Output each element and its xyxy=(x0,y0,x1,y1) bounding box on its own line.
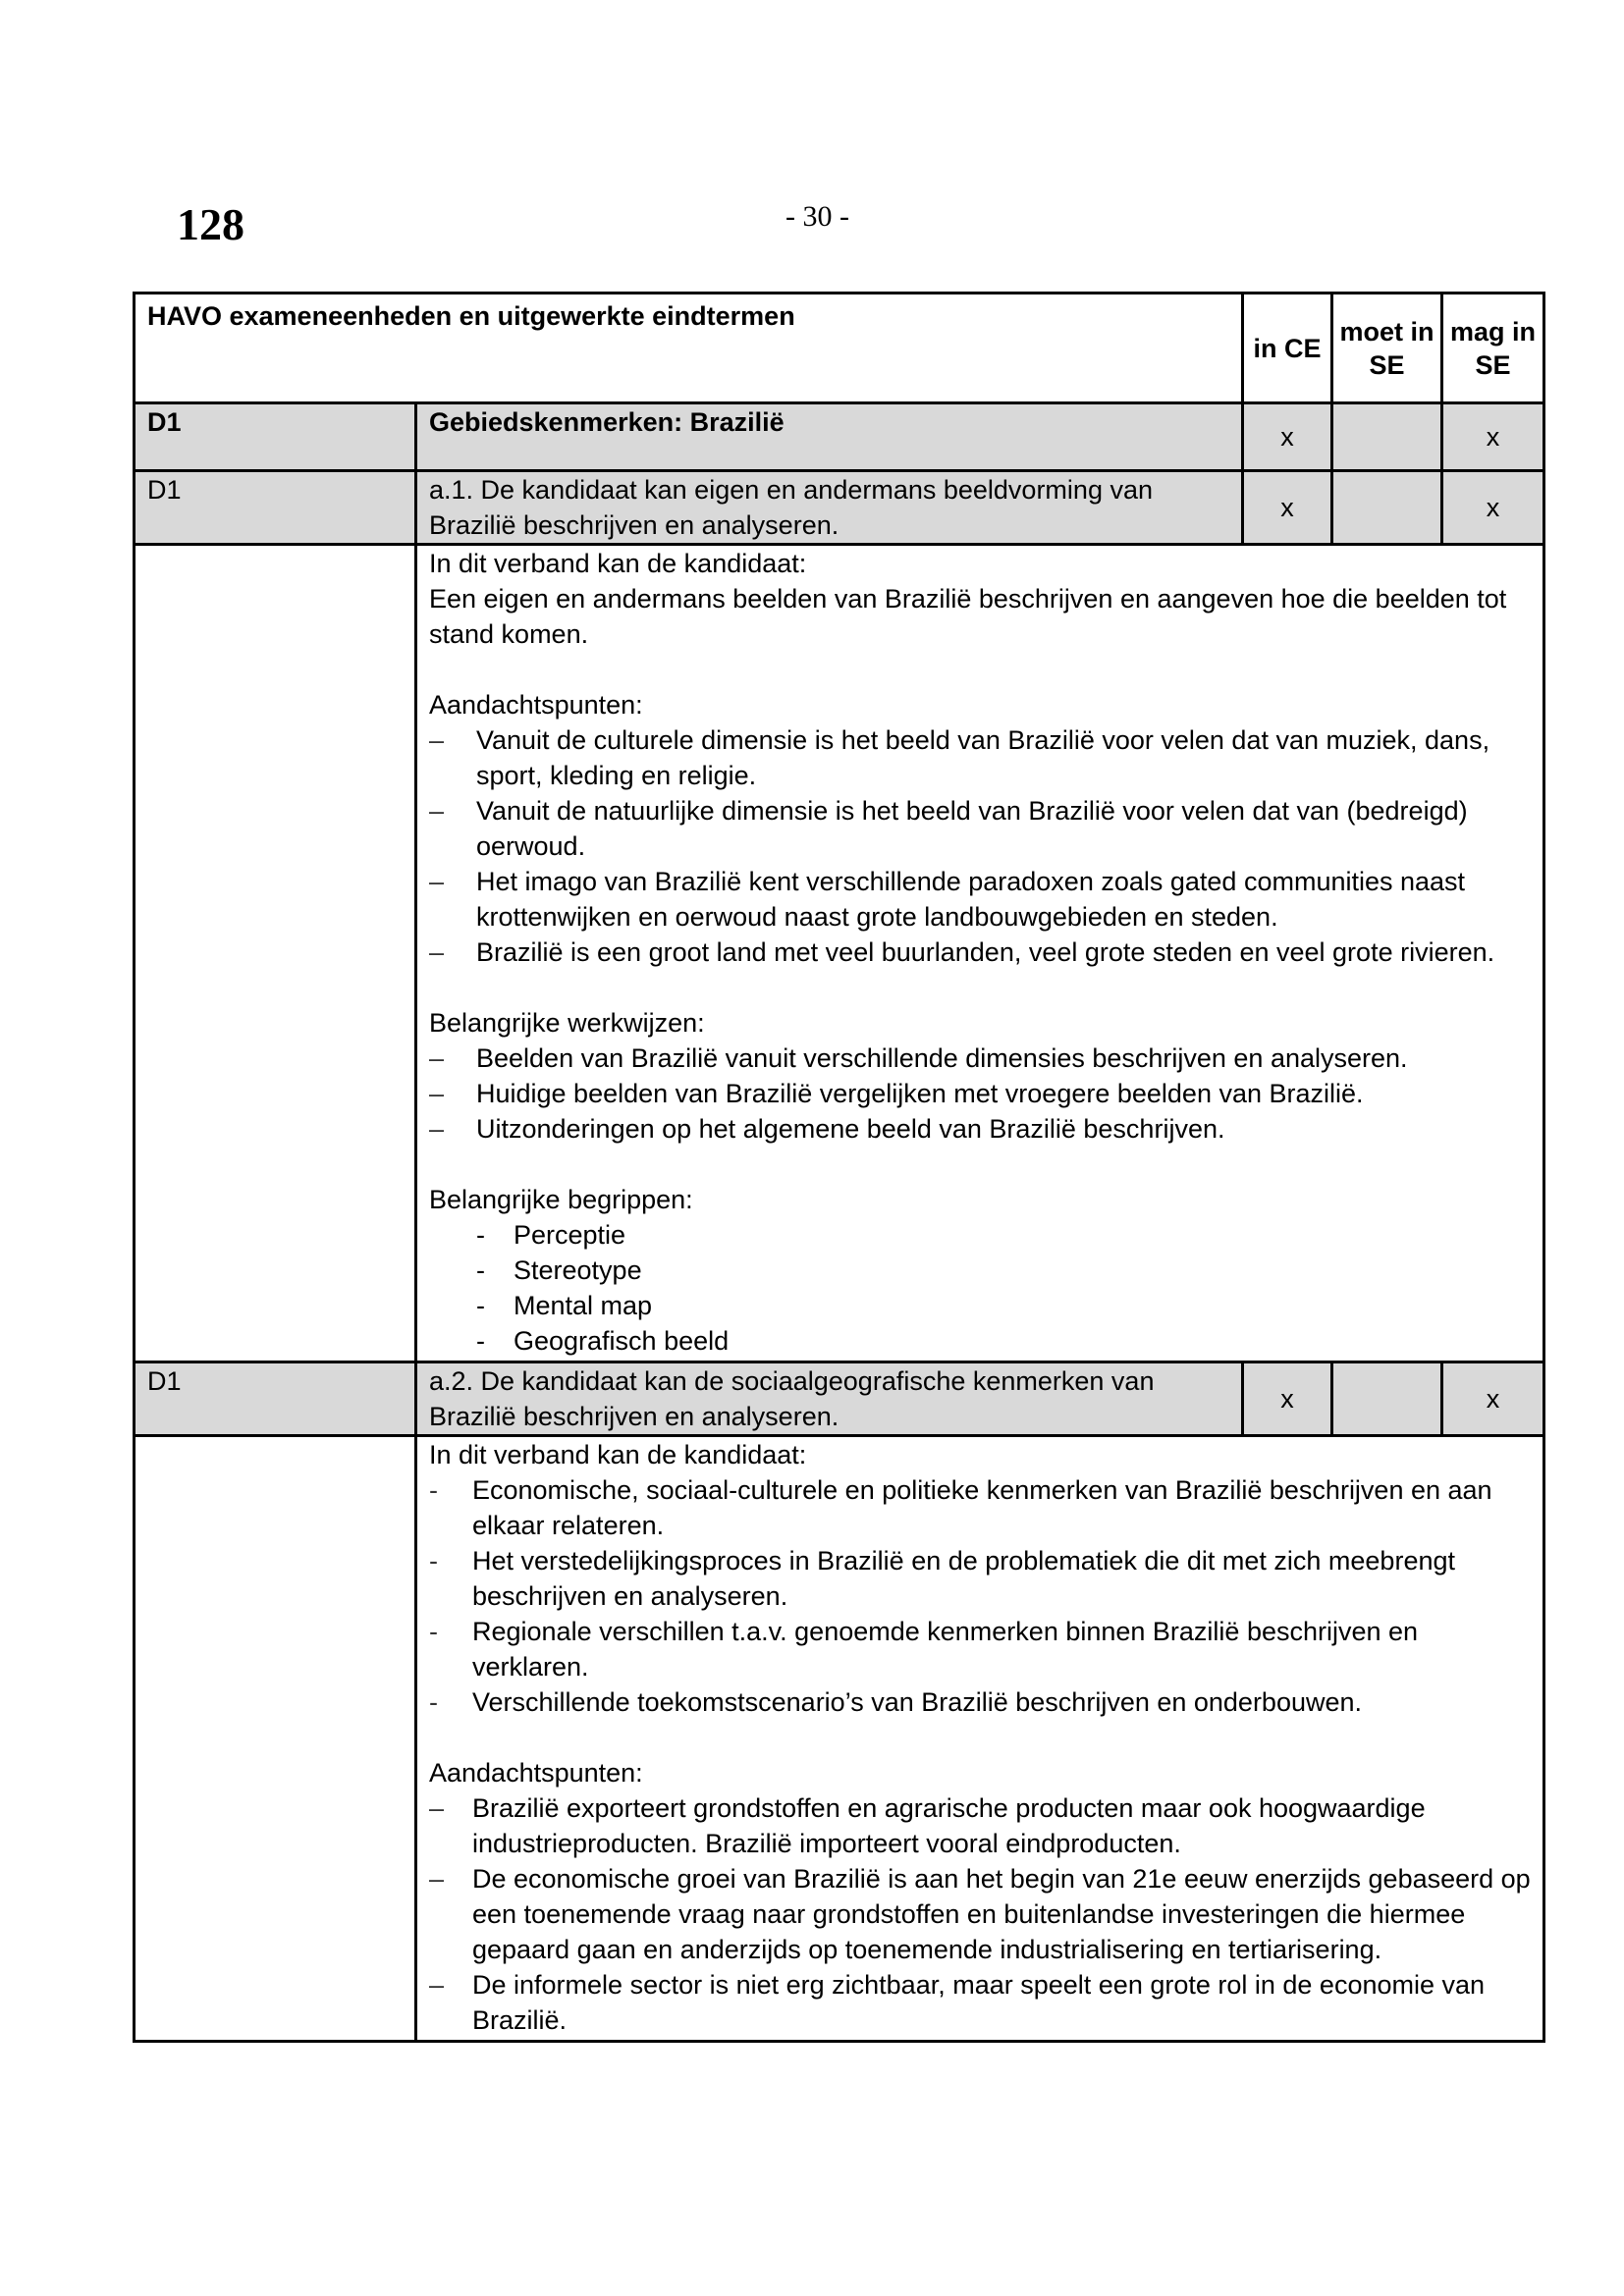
dash-bullet-icon: – xyxy=(429,1043,445,1073)
header-moet-in-se: moet in SE xyxy=(1332,294,1442,403)
list-item xyxy=(429,1472,1531,1543)
hyphen-bullet-icon: - xyxy=(429,1546,438,1575)
hyphen-bullet-icon: - xyxy=(429,1617,438,1646)
hyphen-bullet-icon: - xyxy=(476,1291,485,1320)
list-item xyxy=(476,1217,1531,1253)
a1-moet-in-se xyxy=(1332,471,1442,545)
a1-in-ce: x xyxy=(1243,471,1332,545)
dash-bullet-icon: – xyxy=(429,725,445,755)
list-item xyxy=(429,864,1531,934)
eindtermen-table xyxy=(133,292,1545,2043)
list-item-text: Huidige beelden van Brazilië vergelijken met vroegere beelden van Brazilië. xyxy=(476,1079,1364,1108)
a2-body-code-cell xyxy=(135,1436,416,2042)
a1-werkwijzen-list xyxy=(429,1041,1531,1147)
list-item-text: Geografisch beeld xyxy=(514,1326,730,1356)
list-item xyxy=(429,793,1531,864)
list-item xyxy=(429,1790,1531,1861)
header-mag-in-se: mag in SE xyxy=(1442,294,1544,403)
a1-aandacht-label: Aandachtspunten: xyxy=(429,690,643,720)
list-item-text: Brazilië exporteert grondstoffen en agrarische producten maar ook hoogwaardige industrieproducten. Brazilië importeert vooral eindproducten. xyxy=(472,1793,1426,1858)
table-title: HAVO exameneenheden en uitgewerkte eindtermen xyxy=(135,294,1243,403)
list-item-text: Perceptie xyxy=(514,1220,626,1250)
list-item-text: Mental map xyxy=(514,1291,653,1320)
a2-in-ce: x xyxy=(1243,1362,1332,1436)
list-item xyxy=(429,1041,1531,1076)
hyphen-bullet-icon: - xyxy=(476,1326,485,1356)
list-item-text: Stereotype xyxy=(514,1255,642,1285)
a1-row xyxy=(135,471,1544,545)
a1-intro-text: Een eigen en andermans beelden van Brazilië beschrijven en aangeven hoe die beelden tot stand komen. xyxy=(429,584,1507,649)
list-item xyxy=(429,1967,1531,2038)
list-item xyxy=(429,722,1531,793)
list-item-text: De informele sector is niet erg zichtbaar, maar speelt een grote rol in de economie van Brazilië. xyxy=(472,1970,1486,2035)
a1-aandacht-list xyxy=(429,722,1531,970)
a1-begrippen-list xyxy=(429,1217,1531,1359)
unit-title: Gebiedskenmerken: Brazilië xyxy=(416,403,1243,471)
list-item xyxy=(476,1323,1531,1359)
a2-title: a.2. De kandidaat kan de sociaalgeografische kenmerken van Brazilië beschrijven en analyseren. xyxy=(416,1362,1243,1436)
list-item-text: Brazilië is een groot land met veel buurlanden, veel grote steden en veel grote rivieren. xyxy=(476,937,1495,967)
hyphen-bullet-icon: - xyxy=(476,1255,485,1285)
list-item-text: Regionale verschillen t.a.v. genoemde kenmerken binnen Brazilië beschrijven en verklaren. xyxy=(472,1617,1419,1682)
list-item xyxy=(429,1076,1531,1111)
hyphen-bullet-icon: - xyxy=(429,1687,438,1717)
dash-bullet-icon: – xyxy=(429,1079,445,1108)
list-item xyxy=(429,1684,1531,1720)
dash-bullet-icon: – xyxy=(429,1864,445,1894)
dash-bullet-icon: – xyxy=(429,1793,445,1823)
a1-body xyxy=(416,545,1544,1362)
page-number: 128 xyxy=(177,199,244,249)
list-item-text: Het imago van Brazilië kent verschillende paradoxen zoals gated communities naast krottenwijken en oerwoud naast grote landbouwgebieden en steden. xyxy=(476,867,1466,932)
a1-body-code-cell xyxy=(135,545,416,1362)
list-item xyxy=(429,1111,1531,1147)
dash-bullet-icon: – xyxy=(429,796,445,826)
hyphen-bullet-icon: - xyxy=(429,1475,438,1505)
unit-in-ce: x xyxy=(1243,403,1332,471)
unit-code: D1 xyxy=(135,403,416,471)
a1-mag-in-se: x xyxy=(1442,471,1544,545)
header-in-ce: in CE xyxy=(1243,294,1332,403)
a2-mag-in-se: x xyxy=(1442,1362,1544,1436)
page-subnumber: - 30 - xyxy=(785,200,849,233)
a2-body-row xyxy=(135,1436,1544,2042)
a2-aandacht-label: Aandachtspunten: xyxy=(429,1758,643,1788)
dash-bullet-icon: – xyxy=(429,937,445,967)
unit-moet-in-se xyxy=(1332,403,1442,471)
list-item xyxy=(429,934,1531,970)
a2-intro-label: In dit verband kan de kandidaat: xyxy=(429,1440,807,1469)
a2-code: D1 xyxy=(135,1362,416,1436)
dash-bullet-icon: – xyxy=(429,1970,445,2000)
a2-aandacht-list xyxy=(429,1790,1531,2038)
a1-werkwijzen-label: Belangrijke werkwijzen: xyxy=(429,1008,705,1038)
list-item xyxy=(476,1288,1531,1323)
a1-intro-label: In dit verband kan de kandidaat: xyxy=(429,549,807,578)
table-header-row xyxy=(135,294,1544,403)
a2-body xyxy=(416,1436,1544,2042)
list-item xyxy=(476,1253,1531,1288)
dash-bullet-icon: – xyxy=(429,1114,445,1144)
a1-title: a.1. De kandidaat kan eigen en andermans beeldvorming van Brazilië beschrijven en analyseren. xyxy=(416,471,1243,545)
a2-kan-list xyxy=(429,1472,1531,1720)
dash-bullet-icon: – xyxy=(429,867,445,896)
list-item xyxy=(429,1614,1531,1684)
list-item-text: De economische groei van Brazilië is aan het begin van 21e eeuw enerzijds gebaseerd op een toenemende vraag naar grondstoffen en buitenlandse investeringen die hiermee gepaard gaan en anderzijds op toenemende industrialisering en tertiarisering. xyxy=(472,1864,1531,1964)
unit-mag-in-se: x xyxy=(1442,403,1544,471)
unit-row xyxy=(135,403,1544,471)
a2-row xyxy=(135,1362,1544,1436)
list-item xyxy=(429,1861,1531,1967)
list-item-text: Vanuit de culturele dimensie is het beeld van Brazilië voor velen dat van muziek, dans, sport, kleding en religie. xyxy=(476,725,1490,790)
list-item xyxy=(429,1543,1531,1614)
list-item-text: Beelden van Brazilië vanuit verschillende dimensies beschrijven en analyseren. xyxy=(476,1043,1408,1073)
a2-moet-in-se xyxy=(1332,1362,1442,1436)
list-item-text: Verschillende toekomstscenario’s van Brazilië beschrijven en onderbouwen. xyxy=(472,1687,1363,1717)
hyphen-bullet-icon: - xyxy=(476,1220,485,1250)
list-item-text: Economische, sociaal-culturele en politieke kenmerken van Brazilië beschrijven en aan elkaar relateren. xyxy=(472,1475,1492,1540)
list-item-text: Het verstedelijkingsproces in Brazilië en de problematiek die dit met zich meebrengt beschrijven en analyseren. xyxy=(472,1546,1455,1611)
list-item-text: Uitzonderingen op het algemene beeld van Brazilië beschrijven. xyxy=(476,1114,1225,1144)
a1-begrippen-label: Belangrijke begrippen: xyxy=(429,1185,693,1214)
a1-code: D1 xyxy=(135,471,416,545)
a1-body-row xyxy=(135,545,1544,1362)
list-item-text: Vanuit de natuurlijke dimensie is het beeld van Brazilië voor velen dat van (bedreigd) oerwoud. xyxy=(476,796,1468,861)
